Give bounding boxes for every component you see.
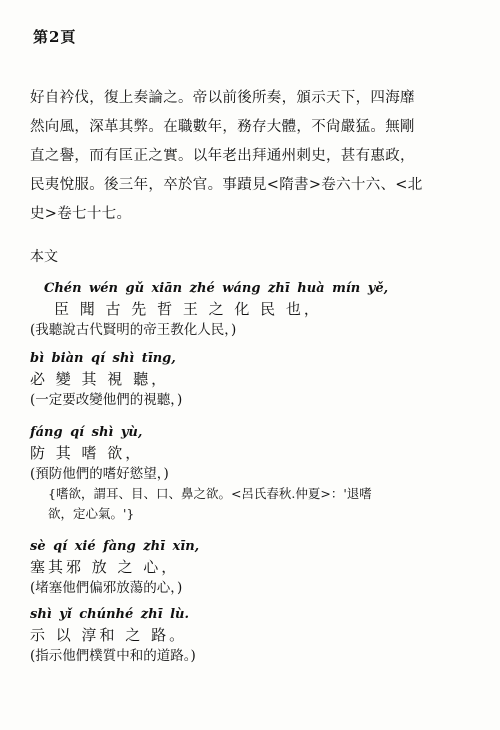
annotation-line: {嗜欲，謂耳、目、口、鼻之欲。<呂氏春秋.仲夏>：'退嗜 xyxy=(48,486,372,501)
intro-line: 直之譽，而有匡正之實。以年老出拜通州刺史，甚有惠政， xyxy=(30,148,415,164)
classical-chinese-line: 示 以 淳和 之 路。 xyxy=(30,626,188,644)
classical-chinese-line: 塞其邪 放 之 心， xyxy=(30,558,180,576)
intro-line: 好自衿伐，復上奏論之。帝以前後所奏，頒示天下，四海靡 xyxy=(30,90,415,106)
pinyin-line: Chén wén gǔ xiān zhé wáng zhī huà mín yě, xyxy=(44,281,389,296)
pinyin-line: bì biàn qí shì tīng, xyxy=(30,351,176,366)
translation-line: (預防他們的嗜好慾望，) xyxy=(30,466,169,482)
intro-line: 然向風，深革其弊。在職數年，務存大體，不尙嚴猛。無剛 xyxy=(30,119,415,135)
translation-line: (我聽說古代賢明的帝王教化人民，) xyxy=(30,322,237,338)
translation-line: (一定要改變他們的視聽，) xyxy=(30,392,183,408)
text-block xyxy=(30,280,480,340)
annotation-line: 欲，定心氣。'} xyxy=(48,506,135,521)
pinyin-line: sè qí xié fàng zhī xīn, xyxy=(30,539,200,554)
intro-line: 民夷悅服。後三年，卒於官。事蹟見<隋書>卷六十六、<北 xyxy=(30,177,423,193)
translation-line: (指示他們樸質中和的道路。) xyxy=(30,648,196,664)
pinyin-line: fáng qí shì yù, xyxy=(30,425,143,440)
text-block xyxy=(30,424,480,524)
classical-chinese-line: 防 其 嗜 欲， xyxy=(30,444,144,462)
intro-paragraph xyxy=(30,84,478,229)
classical-chinese-line: 臣 聞 古 先 哲 王 之 化 民 也， xyxy=(54,300,322,318)
classical-chinese-line: 必 變 其 視 聽， xyxy=(30,370,170,388)
page-header: 第2頁 xyxy=(33,28,77,46)
intro-line: 史>卷七十七。 xyxy=(30,206,132,222)
text-block xyxy=(30,538,480,598)
text-block xyxy=(30,606,480,666)
text-block xyxy=(30,350,480,410)
translation-line: (堵塞他們偏邪放蕩的心，) xyxy=(30,580,183,596)
pinyin-line: shì yǐ chúnhé zhī lù. xyxy=(30,607,189,622)
section-label: 本文 xyxy=(30,249,58,265)
